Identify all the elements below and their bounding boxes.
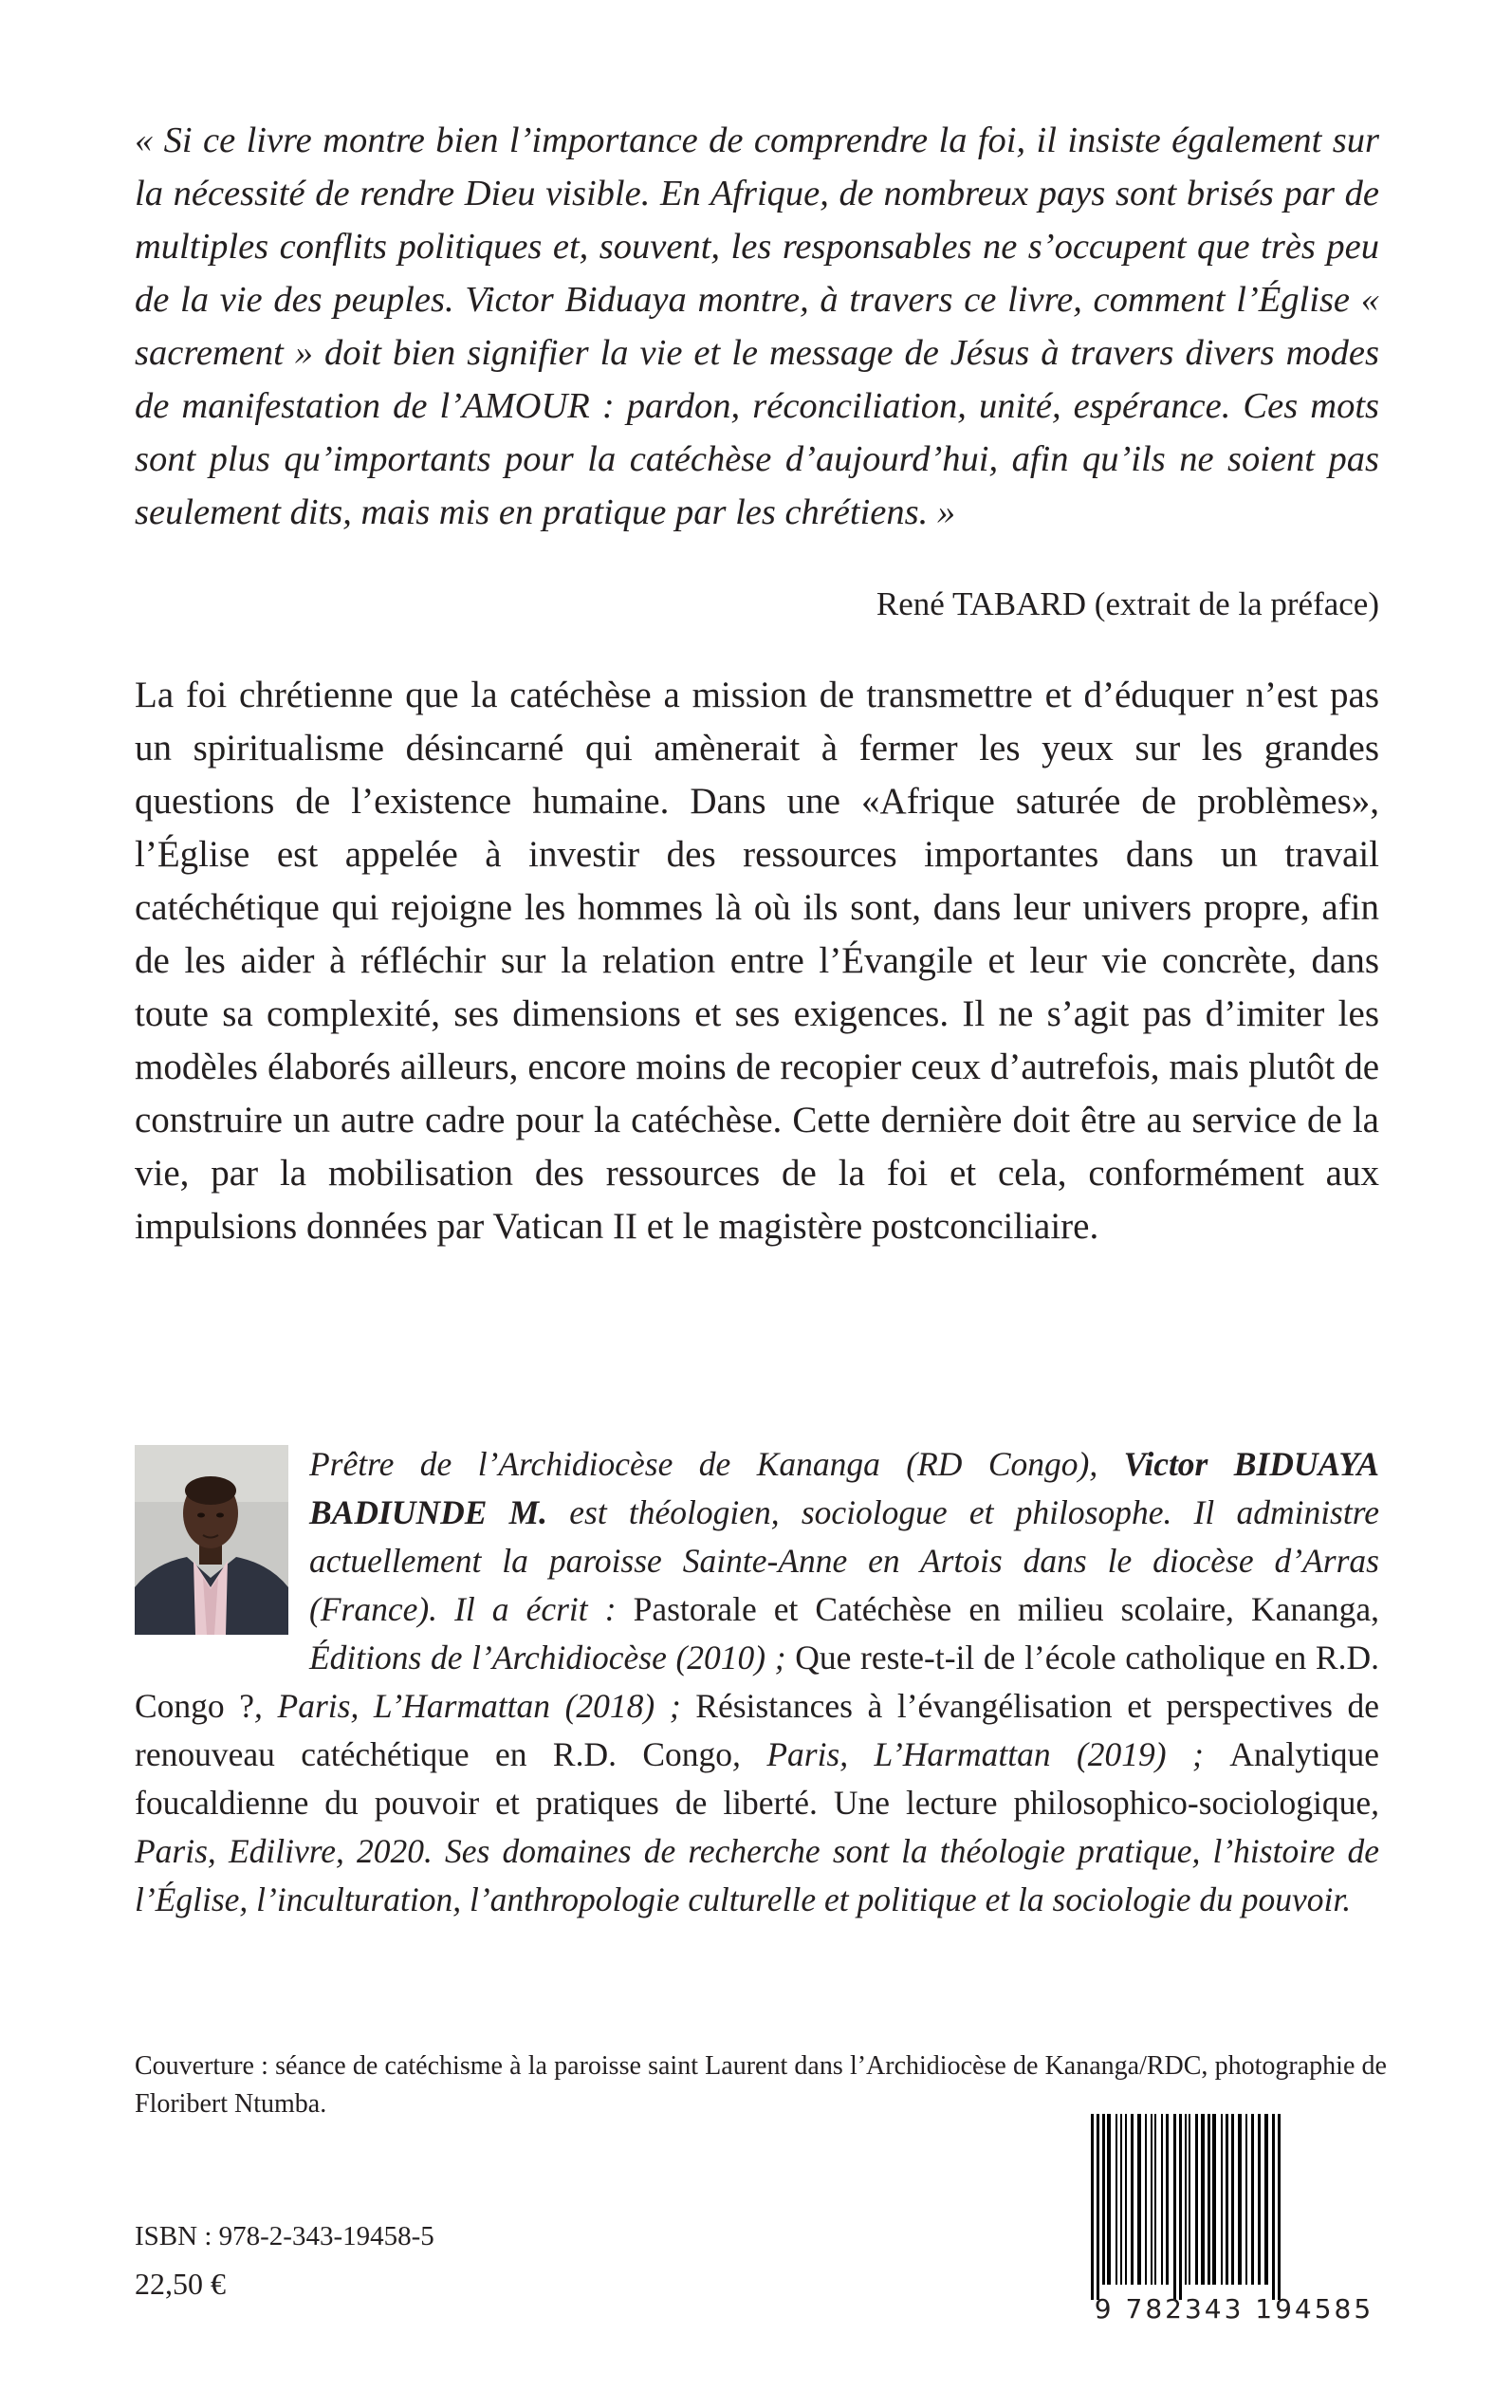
book-publisher-4: , Paris, Edilivre, 2020. <box>135 1784 1379 1870</box>
bio-intro: Prêtre de l’Archidiocèse de Kananga (RD Congo), <box>309 1445 1124 1483</box>
book-title-3: Résistances à l’évangélisation et perspectives de renouveau catéchétique en R.D. Congo <box>135 1687 1379 1773</box>
bio-role: est théologien, sociologue et philosophe. Il administre actuellement la paroisse Sainte-Anne en Artois dans le diocèse d’Arras (France). Il a écrit : <box>309 1493 1379 1628</box>
research-areas: Ses domaines de recherche sont la théologie pratique, l’histoire de l’Église, l’inculturation, l’anthropologie culturelle et politique et la sociologie du pouvoir. <box>135 1832 1379 1918</box>
isbn: ISBN : 978-2-343-19458-5 <box>135 2221 434 2251</box>
quote-attribution: René TABARD (extrait de la préface) <box>876 585 1379 622</box>
book-publisher-3: , Paris, L’Harmattan (2019) ; <box>732 1735 1230 1773</box>
author-photo <box>135 1445 288 1635</box>
barcode-number: 9 782343 194585 <box>1094 2293 1374 2325</box>
book-publisher-1: Éditions de l’Archidiocèse (2010) ; <box>309 1639 796 1676</box>
book-title-1: Pastorale et Catéchèse en milieu scolaire, Kananga, <box>633 1590 1379 1628</box>
author-name: Victor BIDUAYA BADIUNDE M. <box>309 1445 1379 1531</box>
preface-quote: « Si ce livre montre bien l’importance de comprendre la foi, il insiste également sur la nécessité de rendre Dieu visible. En Afrique, de nombreux pays sont brisés par de multiples conflits politiques et, souvent, les responsables ne s’occupent que très peu de la vie des peuples. Victor Biduaya montre, à travers ce livre, comment l’Église « sacrement » doit bien signifier la vie et le message de Jésus à travers divers modes de manifestation de l’AMOUR : pardon, réconciliation, unité, espérance. Ces mots sont plus qu’importants pour la catéchèse d’aujourd’hui, afin qu’ils ne soient pas seulement dits, mais mis en pratique par les chrétiens. » <box>135 120 1379 532</box>
barcode <box>1083 2114 1385 2300</box>
book-title-2: Que reste-t-il de l’école catholique en R.D. Congo ? <box>135 1639 1379 1725</box>
author-bio <box>135 1440 1379 1924</box>
book-publisher-2: , Paris, L’Harmattan (2018) ; <box>254 1687 696 1725</box>
book-description: La foi chrétienne que la catéchèse a mission de transmettre et d’éduquer n’est pas un spiritualisme désincarné qui amènerait à fermer les yeux sur les grandes questions de l’existence humaine. Dans une «Afrique saturée de problèmes», l’Église est appelée à investir des ressources importantes dans un travail catéchétique qui rejoigne les hommes là où ils sont, dans leur univers propre, afin de les aider à réfléchir sur la relation entre l’Évangile et leur vie concrète, dans toute sa complexité, ses dimensions et ses exigences. Il ne s’agit pas d’imiter les modèles élaborés ailleurs, encore moins de recopier ceux d’autrefois, mais plutôt de construire un autre cadre pour la catéchèse. Cette dernière doit être au service de la vie, par la mobilisation des ressources de la foi et cela, conformément aux impulsions données par Vatican II et le magistère postconciliaire. <box>135 675 1379 1247</box>
cover-credit: Couverture : séance de catéchisme à la paroisse saint Laurent dans l’Archidiocèse de Kananga/RDC, photographie de Floribert Ntumba. <box>135 2051 1387 2119</box>
price: 22,50 € <box>135 2267 226 2301</box>
book-title-4: Analytique foucaldienne du pouvoir et pratiques de liberté. Une lecture philosophico-sociologique <box>135 1735 1379 1822</box>
